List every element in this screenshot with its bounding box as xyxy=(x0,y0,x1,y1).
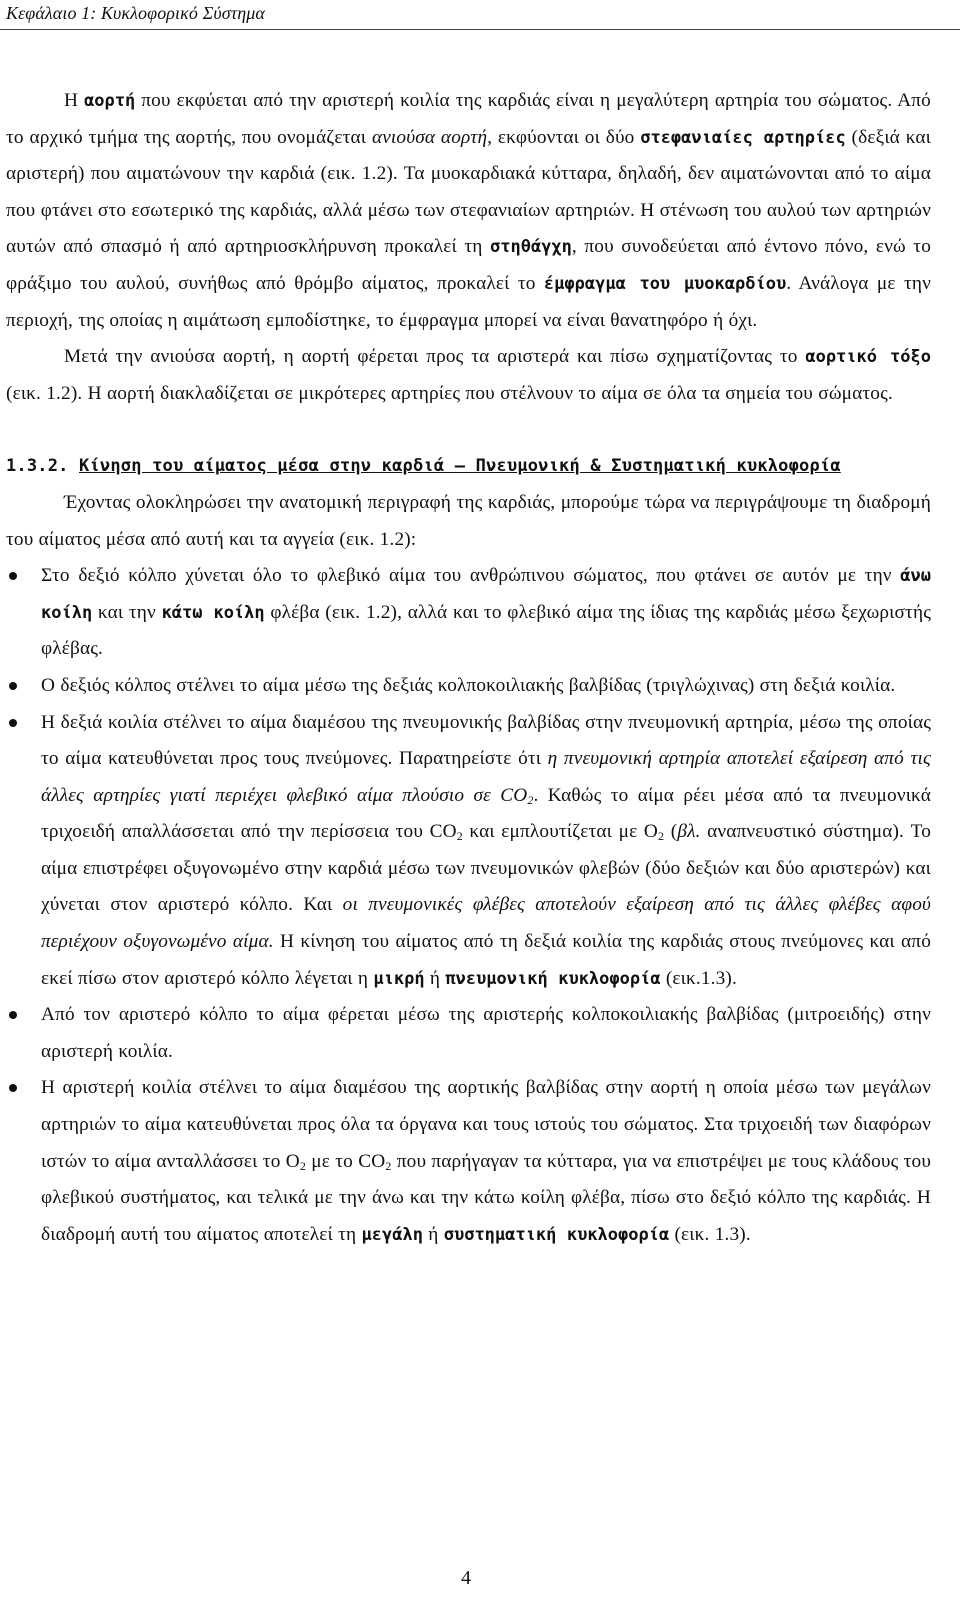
term-small-circulation: μικρή xyxy=(373,968,425,989)
bullet-icon xyxy=(9,719,17,727)
list-item: Από τον αριστερό κόλπο το αίμα φέρεται μέσω της αριστερής κολποκοιλιακής βαλβίδας (μιτροειδής) στην αριστερή κοιλία. xyxy=(6,997,931,1070)
bullet-icon xyxy=(9,1084,17,1092)
note-pulmonary-veins-exception: οι πνευμονικές φλέβες αποτελούν εξαίρεση από τις άλλες φλέβες αφού περιέχουν οξυγονωμένο αίμα. xyxy=(41,894,931,953)
paragraph-aorta: Η αορτή που εκφύεται από την αριστερή κοιλία της καρδιάς είναι η μεγαλύτερη αρτηρία του σώματος. Από το αρχικό τμήμα της αορτής, που ονομάζεται ανιούσα αορτή, εκφύονται οι δύο στεφανιαίες αρτηρίες (δεξιά και αριστερή) που αιματώνουν την καρδιά (εικ. 1.2). Τα μυοκαρδιακά κύτταρα, δηλαδή, δεν αιματώνονται από το αίμα που φτάνει στο εσωτερικό της καρδιάς, αλλά μέσω των στεφανιαίων αρτηριών. Η στένωση του αυλού των αρτηριών αυτών από σπασμό ή από αρτηριοσκλήρυνση προκαλεί τη στηθάγχη, που συνοδεύεται από έντονο πόνο, ενώ το φράξιμο του αυλού, συνήθως από θρόμβο αίματος, προκαλεί το έμφραγμα του μυοκαρδίου. Ανάλογα με την περιοχή, της οποίας η αιμάτωση εμποδίστηκε, το έμφραγμα μπορεί να είναι θανατηφόρο ή όχι. xyxy=(6,90,932,331)
page-number: 4 xyxy=(461,1567,471,1589)
term-inferior-vena-cava: κάτω κοίλη xyxy=(161,602,265,623)
term-coronary-arteries: στεφανιαίες αρτηρίες xyxy=(640,127,846,148)
header-rule xyxy=(0,29,960,30)
bullet-icon xyxy=(9,682,17,690)
running-header: Κεφάλαιο 1: Κυκλοφορικό Σύστημα xyxy=(6,3,265,23)
list-item: Η αριστερή κοιλία στέλνει το αίμα διαμέσου της αορτικής βαλβίδας στην αορτή η οποία μέσω των μεγάλων αρτηριών το αίμα κατευθύνεται προς όλα τα όργανα και τους ιστούς του σώματος. Στα τριχοειδή των διαφόρων ιστών το αίμα ανταλλάσσει το $O_2$ με το $CO_2$ που παρήγαγαν τα κύτταρα, για να επιστρέψει με τους κλάδους του φλεβικού συστήματος, και τελικά με την άνω και την κάτω κοίλη φλέβα, πίσω στο δεξιό κόλπο της καρδιάς. Η διαδρομή αυτή του αίματος αποτελεί τη μεγάλη ή συστηματική κυκλοφορία (εικ. 1.3). xyxy=(6,1070,931,1253)
paragraph-aortic-arch: Μετά την ανιούσα αορτή, η αορτή φέρεται προς τα αριστερά και πίσω σχηματίζοντας το αορτικό τόξο (εικ. 1.2). Η αορτή διακλαδίζεται σε μικρότερες αρτηρίες που στέλνουν το αίμα σε όλα τα σημεία του σώματος. xyxy=(6,346,931,404)
note-pulmonary-artery-exception: η πνευμονική αρτηρία αποτελεί εξαίρεση από τις άλλες αρτηρίες γιατί περιέχει φλεβικό αίμα πλούσιο σε $CO_2$ xyxy=(41,748,931,807)
term-large-circulation: μεγάλη xyxy=(361,1224,423,1245)
paragraph-intro: Έχοντας ολοκληρώσει την ανατομική περιγραφή της καρδιάς, μπορούμε τώρα να περιγράψουμε τη διαδρομή του αίματος μέσα από αυτή και τα αγγεία (εικ. 1.2): xyxy=(6,491,931,550)
term-pulmonary-circulation: πνευμονική κυκλοφορία xyxy=(445,968,661,989)
term-ascending-aorta: ανιούσα αορτή, xyxy=(371,126,493,148)
bullet-icon xyxy=(9,572,17,580)
term-angina: στηθάγχη xyxy=(490,237,572,258)
term-myocardial-infarction: έμφραγμα του μυοκαρδίου xyxy=(543,273,787,294)
term-aortic-arch: αορτικό τόξο xyxy=(805,347,931,368)
circulation-steps-list xyxy=(6,558,931,1253)
term-superior-vena-cava: άνω κοίλη xyxy=(41,566,931,623)
term-aorta: αορτή xyxy=(84,91,136,111)
section-heading xyxy=(6,448,931,485)
list-item: Στο δεξιό κόλπο χύνεται όλο το φλεβικό αίμα του ανθρώπινου σώματος, που φτάνει σε αυτόν με την άνω κοίλη και την κάτω κοίλη φλέβα (εικ. 1.2), αλλά και το φλεβικό αίμα της ίδιας της καρδιάς μέσω ξεχωριστής φλέβας. xyxy=(6,558,931,668)
page-content xyxy=(6,83,931,1253)
section-title: Κίνηση του αίματος μέσα στην καρδιά – Πνευμονική & Συστηματική κυκλοφορία xyxy=(79,456,841,477)
section-number: 1.3.2. xyxy=(6,456,69,477)
bullet-icon xyxy=(9,1011,17,1019)
list-item: Η δεξιά κοιλία στέλνει το αίμα διαμέσου της πνευμονικής βαλβίδας στην πνευμονική αρτηρία, μέσω της οποίας το αίμα κατευθύνεται προς τους πνεύμονες. Παρατηρείστε ότι η πνευμονική αρτηρία αποτελεί εξαίρεση από τις άλλες αρτηρίες γιατί περιέχει φλεβικό αίμα πλούσιο σε $CO_2$. Καθώς το αίμα ρέει μέσα από τα πνευμονικά τριχοειδή απαλλάσσεται από την περίσσεια του $CO_2$ και εμπλουτίζεται με $O_2$ (βλ. αναπνευστικό σύστημα). Το αίμα επιστρέφει οξυγονωμένο στην καρδιά μέσω των πνευμονικών φλεβών (δύο δεξιών και δύο αριστερών) και χύνεται στον αριστερό κόλπο. Και οι πνευμονικές φλέβες αποτελούν εξαίρεση από τις άλλες φλέβες αφού περιέχουν οξυγονωμένο αίμα. Η κίνηση του αίματος από τη δεξιά κοιλία της καρδιάς στους πνεύμονες και από εκεί πίσω στον αριστερό κόλπο λέγεται η μικρή ή πνευμονική κυκλοφορία (εικ.1.3). xyxy=(6,705,931,998)
list-item: Ο δεξιός κόλπος στέλνει το αίμα μέσω της δεξιάς κολποκοιλιακής βαλβίδας (τριγλώχινας) στη δεξιά κοιλία. xyxy=(6,668,931,705)
term-systemic-circulation: συστηματική κυκλοφορία xyxy=(443,1224,670,1245)
